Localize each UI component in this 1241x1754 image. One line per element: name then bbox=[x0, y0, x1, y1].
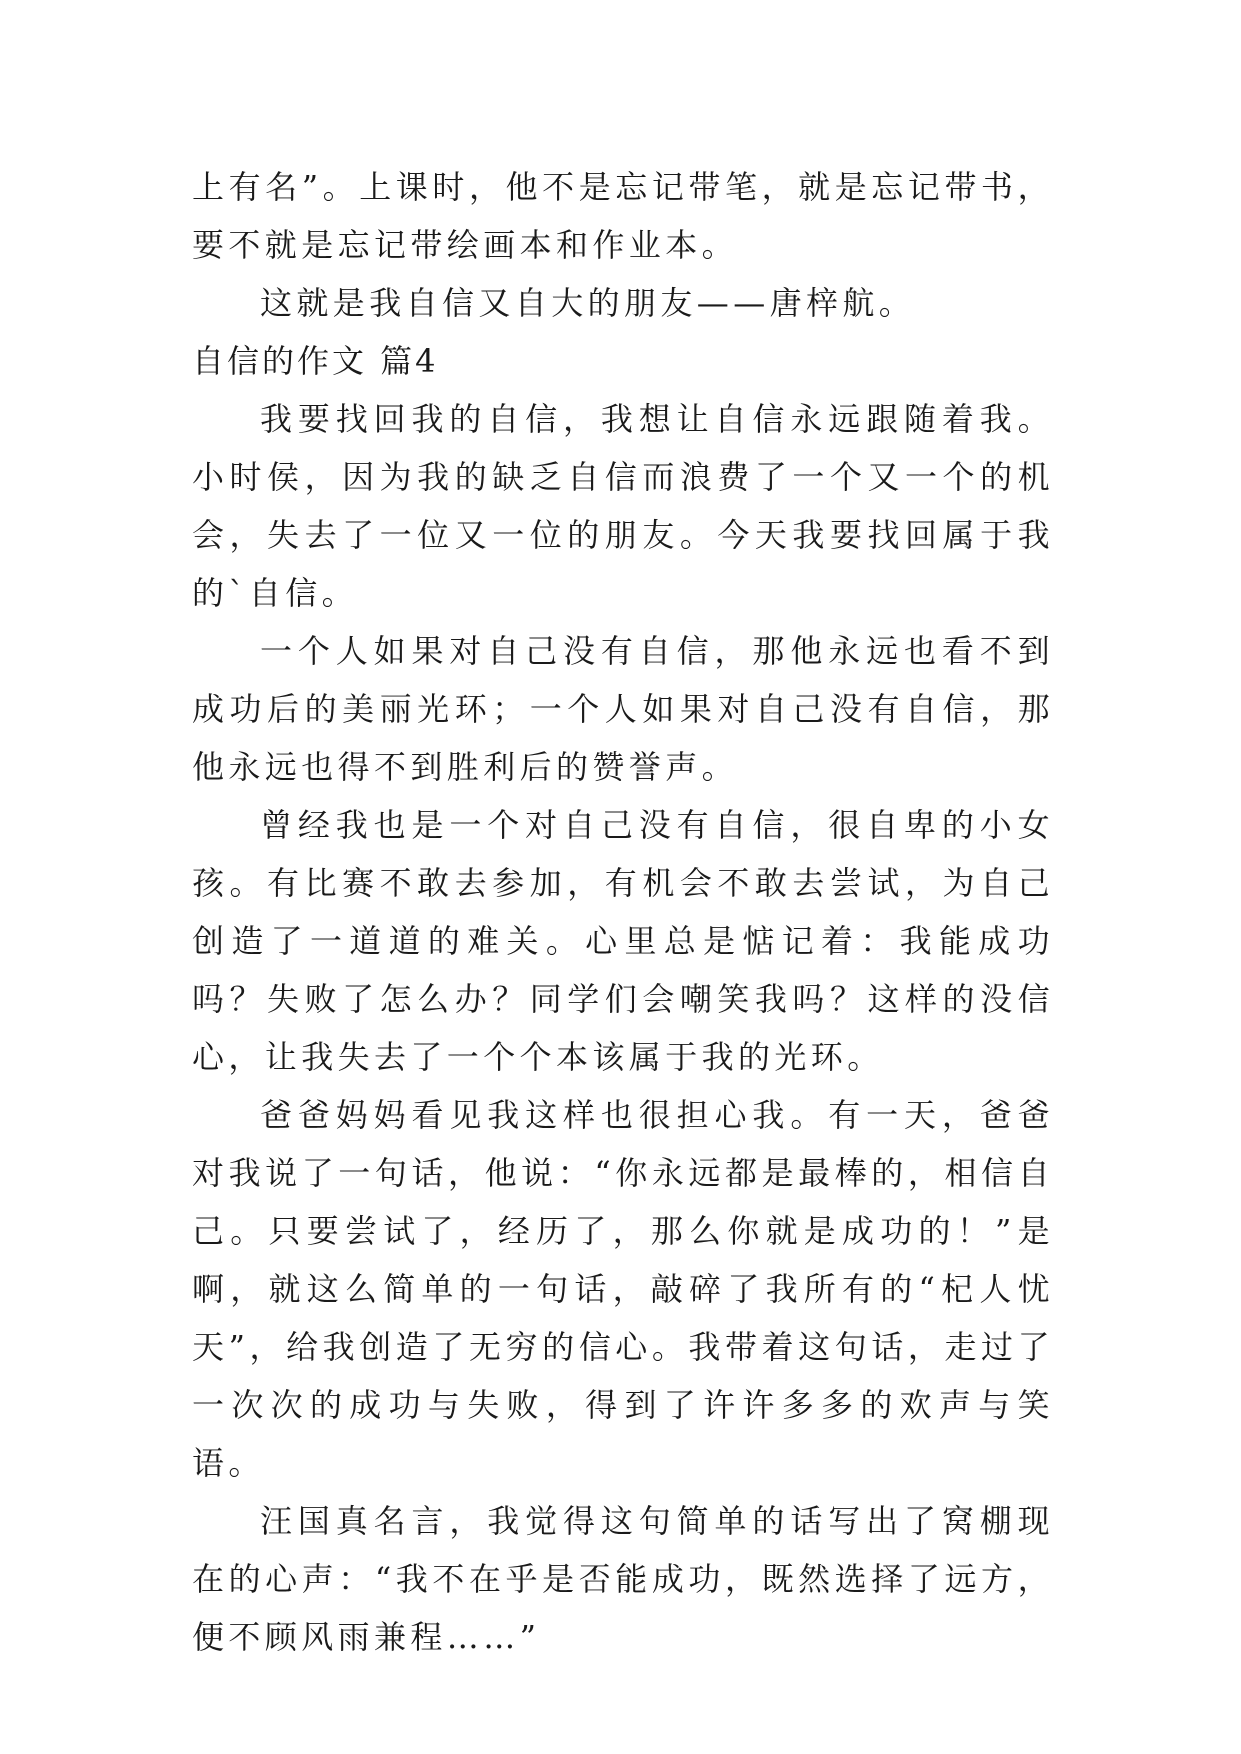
section-heading: 自信的作文 篇4 bbox=[192, 342, 439, 380]
paragraph-conclusion: 这就是我自信又自大的朋友——唐梓航。 bbox=[260, 284, 916, 322]
paragraph-4: 爸爸妈妈看见我这样也很担心我。有一天，爸爸对我说了一句话，他说：“你永远都是最棒的，相信自己。只要尝试了，经历了，那么你就是成功的！”是啊，就这么简单的一句话，敲碎了我所有的“杞人忧天”，给我创造了无穷的信心。我带着这句话，走过了一次次的成功与失败，得到了许许多多的欢声与笑语。 bbox=[192, 1096, 1054, 1482]
paragraph-5: 汪国真名言，我觉得这句简单的话写出了窝棚现在的心声：“我不在乎是否能成功，既然选择了远方，便不顾风雨兼程……” bbox=[192, 1502, 1054, 1656]
paragraph-3: 曾经我也是一个对自己没有自信，很自卑的小女孩。有比赛不敢去参加，有机会不敢去尝试，为自己创造了一道道的难关。心里总是惦记着：我能成功吗？失败了怎么办？同学们会嘲笑我吗？这样的没信心，让我失去了一个个本该属于我的光环。 bbox=[192, 806, 1054, 1076]
paragraph-continued: 上有名”。上课时，他不是忘记带笔，就是忘记带书，要不就是忘记带绘画本和作业本。 bbox=[192, 168, 1054, 264]
paragraph-1: 我要找回我的自信，我想让自信永远跟随着我。小时侯，因为我的缺乏自信而浪费了一个又一个的机会，失去了一位又一位的朋友。今天我要找回属于我的`自信。 bbox=[192, 400, 1054, 612]
document-body bbox=[192, 158, 1054, 1666]
paragraph-2: 一个人如果对自己没有自信，那他永远也看不到成功后的美丽光环；一个人如果对自己没有自信，那他永远也得不到胜利后的赞誉声。 bbox=[192, 632, 1054, 786]
